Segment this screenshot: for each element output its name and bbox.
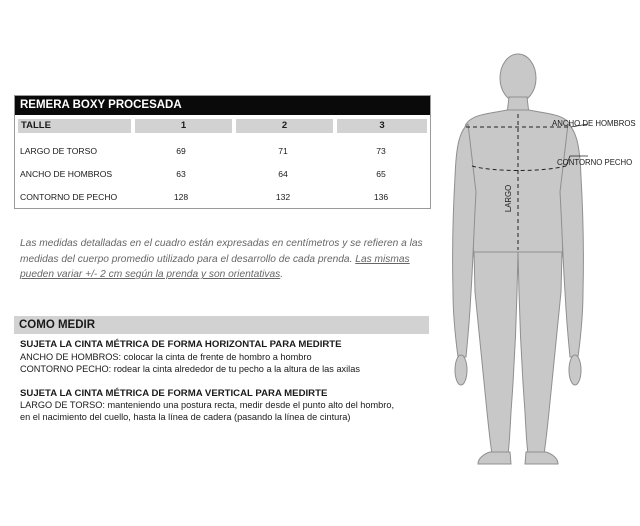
vertical-heading: SUJETA LA CINTA MÉTRICA DE FORMA VERTICAL PARA MEDIRTE <box>20 388 328 399</box>
disclaimer-end: . <box>280 269 284 281</box>
horizontal-heading: SUJETA LA CINTA MÉTRICA DE FORMA HORIZONTAL PARA MEDIRTE <box>20 339 342 350</box>
header-talle: TALLE <box>18 119 131 133</box>
header-size-1: 1 <box>135 119 232 133</box>
measurement-disclaimer <box>20 236 425 283</box>
how-to-title: COMO MEDIR <box>14 316 429 334</box>
cell-value: 65 <box>376 169 386 179</box>
header-size-2: 2 <box>236 119 333 133</box>
cell-value: 73 <box>376 146 386 156</box>
table-title: REMERA BOXY PROCESADA <box>15 96 430 115</box>
table-row <box>15 190 430 204</box>
cell-value: 71 <box>278 146 288 156</box>
horizontal-line-1: ANCHO DE HOMBROS: colocar la cinta de frente de hombro a hombro <box>20 352 312 362</box>
cell-value: 128 <box>173 192 189 202</box>
disclaimer-line-3 <box>20 267 425 283</box>
body-figure <box>438 52 636 468</box>
table-row <box>15 167 430 181</box>
cell-value: 64 <box>278 169 288 179</box>
cell-value: 63 <box>176 169 186 179</box>
body-silhouette <box>438 52 604 468</box>
disclaimer-underlined: Las mismas <box>355 253 410 265</box>
cell-value: 132 <box>275 192 291 202</box>
disclaimer-line-1: Las medidas detalladas en el cuadro están expresadas en centímetros y se refieren a las <box>20 238 423 249</box>
row-label: ANCHO DE HOMBROS <box>20 169 113 179</box>
disclaimer-underlined: pueden variar +/- 2 cm según la prenda y son orientativas <box>20 269 281 281</box>
row-label: CONTORNO DE PECHO <box>20 192 118 202</box>
size-table <box>14 95 431 209</box>
disclaimer-text: medidas del cuerpo promedio utilizado para el desarrollo de cada prenda. <box>20 253 353 265</box>
cell-value: 136 <box>373 192 389 202</box>
header-size-3: 3 <box>337 119 427 133</box>
cell-value: 69 <box>176 146 186 156</box>
vertical-line-1: LARGO DE TORSO: manteniendo una postura recta, medir desde el punto alto del hombro, <box>20 400 394 410</box>
row-label: LARGO DE TORSO <box>20 146 98 156</box>
shoulder-width-label: ANCHO DE HOMBROS <box>552 119 636 128</box>
disclaimer-line-2 <box>20 252 425 268</box>
chest-contour-label: CONTORNO PECHO <box>557 158 633 167</box>
torso-length-label: LARGO <box>504 184 514 213</box>
vertical-line-2: en el nacimiento del cuello, hasta la línea de cadera (pasando la línea de cintura) <box>20 412 351 422</box>
table-row <box>15 144 430 158</box>
horizontal-line-2: CONTORNO PECHO: rodear la cinta alrededor de tu pecho a la altura de las axilas <box>20 364 360 374</box>
